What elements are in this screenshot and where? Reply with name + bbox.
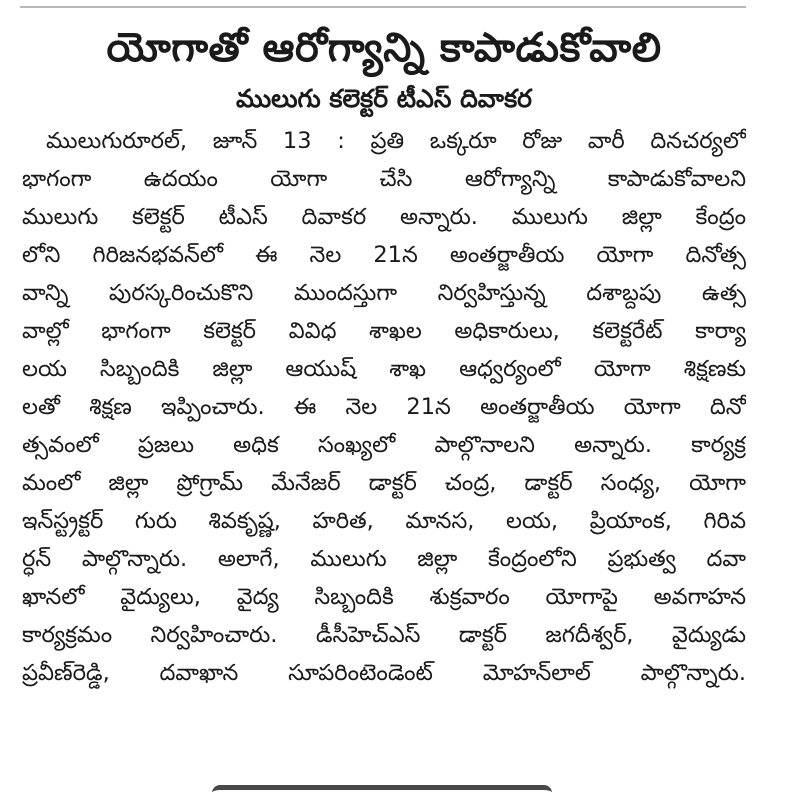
article-body [22,122,746,692]
body-line: ఇన్‌స్ట్రక్టర్ గురు శివకృష్ణ, హరిత, మానస, లయ, ప్రియాంక, గిరివ [22,508,746,534]
body-line: ఖానలో వైద్యులు, వైద్య సిబ్బందికి శుక్రవారం యోగాపై అవగాహన [22,584,746,610]
body-line: లయ సిబ్బందికి జిల్లా ఆయుష్ శాఖ ఆధ్వర్యంలో యోగా శిక్షణకు [22,356,746,382]
body-line: భాగంగా ఉదయం యోగా చేసి ఆరోగ్యాన్ని కాపాడుకోవాలని [22,166,746,192]
body-line: మంలో జిల్లా ప్రోగ్రామ్ మేనేజర్ డాక్టర్ చంద్ర, డాక్టర్ సంధ్య, యోగా [22,470,746,496]
body-line: త్సవంలో ప్రజలు అధిక సంఖ్యలో పాల్గొనాలని అన్నారు. కార్యక్ర [22,432,746,458]
body-line: ర్ధన్ పాల్గొన్నారు. అలాగే, ములుగు జిల్లా కేంద్రంలోని ప్రభుత్వ దవా [22,546,746,572]
body-line: వాల్లో భాగంగా కలెక్టర్ వివిధ శాఖల అధికారులు, కలెక్టరేట్ కార్యా [22,318,746,344]
top-divider-line [20,6,746,8]
newspaper-clipping [22,14,746,792]
body-line: లోని గిరిజనభవన్‌లో ఈ నెల 21న అంతర్జాతీయ యోగా దినోత్స [22,242,746,268]
body-line: ప్రవీణ్‌రెడ్డి, దవాఖాన సూపరింటెండెంట్ మోహన్‌లాల్ పాల్గొన్నారు. [22,660,746,686]
article-subheadline: ములుగు కలెక్టర్ టీఎస్ దివాకర [236,84,532,113]
body-line: వాన్ని పురస్కరించుకొని ముందస్తుగా నిర్వహిస్తున్న దశాబ్దపు ఉత్స [22,280,746,306]
clipped-next-line-fragment [212,785,552,792]
article-headline: యోగాతో ఆరోగ్యాన్ని కాపాడుకోవాలి [106,25,662,71]
body-line: ములుగు కలెక్టర్ టీఎస్ దివాకర అన్నారు. ములుగు జిల్లా కేంద్రం [22,204,746,230]
body-line: లతో శిక్షణ ఇప్పించారు. ఈ నెల 21న అంతర్జాతీయ యోగా దినో [22,394,746,420]
body-line: ములుగురూరల్, జూన్ 13 : ప్రతి ఒక్కరూ రోజు వారీ దినచర్యలో [46,128,746,154]
body-line: కార్యక్రమం నిర్వహించారు. డీసీహెచ్ఎస్ డాక్టర్ జగదీశ్వర్, వైద్యుడు [22,622,746,648]
